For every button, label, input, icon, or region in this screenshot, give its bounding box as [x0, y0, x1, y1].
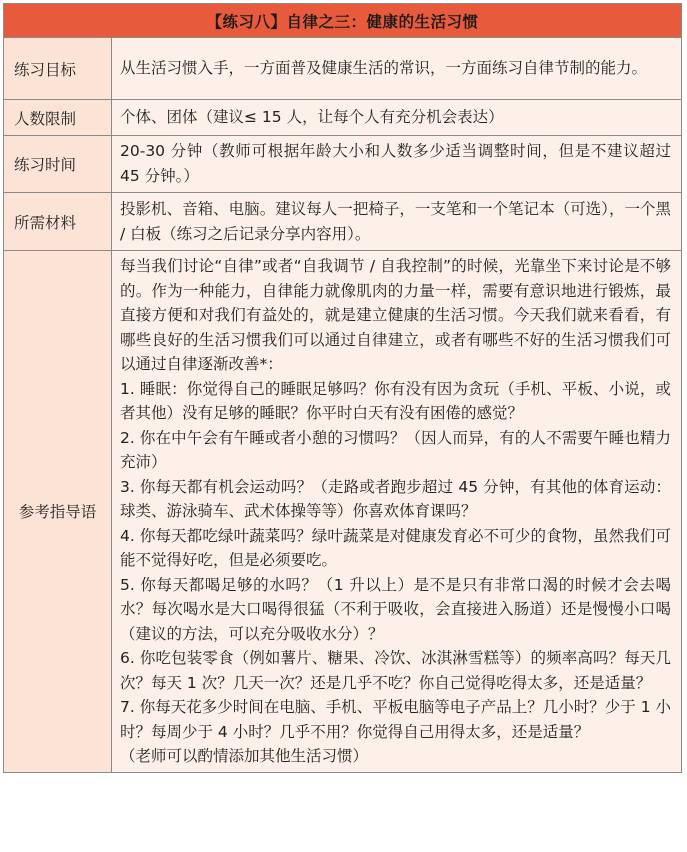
table-row [4, 193, 682, 251]
row-content-duration: 20-30 分钟（教师可根据年龄大小和人数多少适当调整时间，但是不建议超过 45 分钟。） [112, 136, 682, 193]
title-row [4, 4, 682, 38]
guide-item-snacks: 6. 你吃包装零食（例如薯片、糖果、冷饮、冰淇淋雪糕等）的频率高吗？每天几次？每天 1 次？几天一次？还是几乎不吃？你自己觉得吃得太多，还是适量？ [120, 649, 672, 692]
row-content-guide [112, 251, 682, 773]
row-label-group-size: 人数限制 [4, 100, 112, 136]
row-label-duration: 练习时间 [4, 136, 112, 193]
guide-intro: 每当我们讨论“自律”或者“自我调节 / 自我控制”的时候，光靠坐下来讨论是不够的。作为一种能力，自律能力就像肌肉的力量一样，需要有意识地进行锻炼，最直接方便和对我们有益处的，就是建立健康的生活习惯。今天我们就来看看，有哪些良好的生活习惯我们可以通过自律建立，或者有哪些不好的生活习惯我们可以通过自律逐渐改善*： [120, 257, 672, 373]
guide-note: （老师可以酌情添加其他生活习惯） [120, 747, 369, 765]
guide-item-nap: 2. 你在中午会有午睡或者小憩的习惯吗？（因人而异，有的人不需要午睡也精力充沛） [120, 428, 672, 471]
row-label-materials: 所需材料 [4, 193, 112, 251]
row-content-materials: 投影机、音箱、电脑。建议每人一把椅子，一支笔和一个笔记本（可选），一个黑 / 白板（练习之后记录分享内容用）。 [112, 193, 682, 251]
guide-item-vegetables: 4. 你每天都吃绿叶蔬菜吗？绿叶蔬菜是对健康发育必不可少的食物，虽然我们可能不觉得好吃，但是必须要吃。 [120, 526, 672, 569]
table-row [4, 100, 682, 136]
row-label-goal: 练习目标 [4, 38, 112, 100]
exercise-sheet [3, 3, 681, 773]
guide-item-sleep: 1. 睡眠：你觉得自己的睡眠足够吗？你有没有因为贪玩（手机、平板、小说，或者其他）没有足够的睡眠？你平时白天有没有困倦的感觉？ [120, 379, 672, 422]
guide-item-exercise: 3. 你每天都有机会运动吗？（走路或者跑步超过 45 分钟，有其他的体育运动：球类、游泳骑车、武术体操等等）你喜欢体育课吗？ [120, 477, 672, 520]
row-label-guide: 参考指导语 [4, 251, 112, 773]
table-row [4, 251, 682, 773]
row-content-goal: 从生活习惯入手，一方面普及健康生活的常识，一方面练习自律节制的能力。 [112, 38, 682, 100]
guide-item-screen-time: 7. 你每天花多少时间在电脑、手机、平板电脑等电子产品上？几小时？少于 1 小时？每周少于 4 小时？几乎不用？你觉得自己用得太多，还是适量？ [120, 698, 672, 741]
guide-item-water: 5. 你每天都喝足够的水吗？（1 升以上）是不是只有非常口渴的时候才会去喝水？每次喝水是大口喝得很猛（不利于吸收，会直接进入肠道）还是慢慢小口喝（建议的方法，可以充分吸收水分）？ [120, 575, 672, 643]
table-row [4, 136, 682, 193]
exercise-title: 【练习八】自律之三：健康的生活习惯 [4, 4, 682, 38]
row-content-group-size: 个体、团体（建议≤ 15 人，让每个人有充分机会表达） [112, 100, 682, 136]
table-row [4, 38, 682, 100]
exercise-table [3, 3, 682, 773]
